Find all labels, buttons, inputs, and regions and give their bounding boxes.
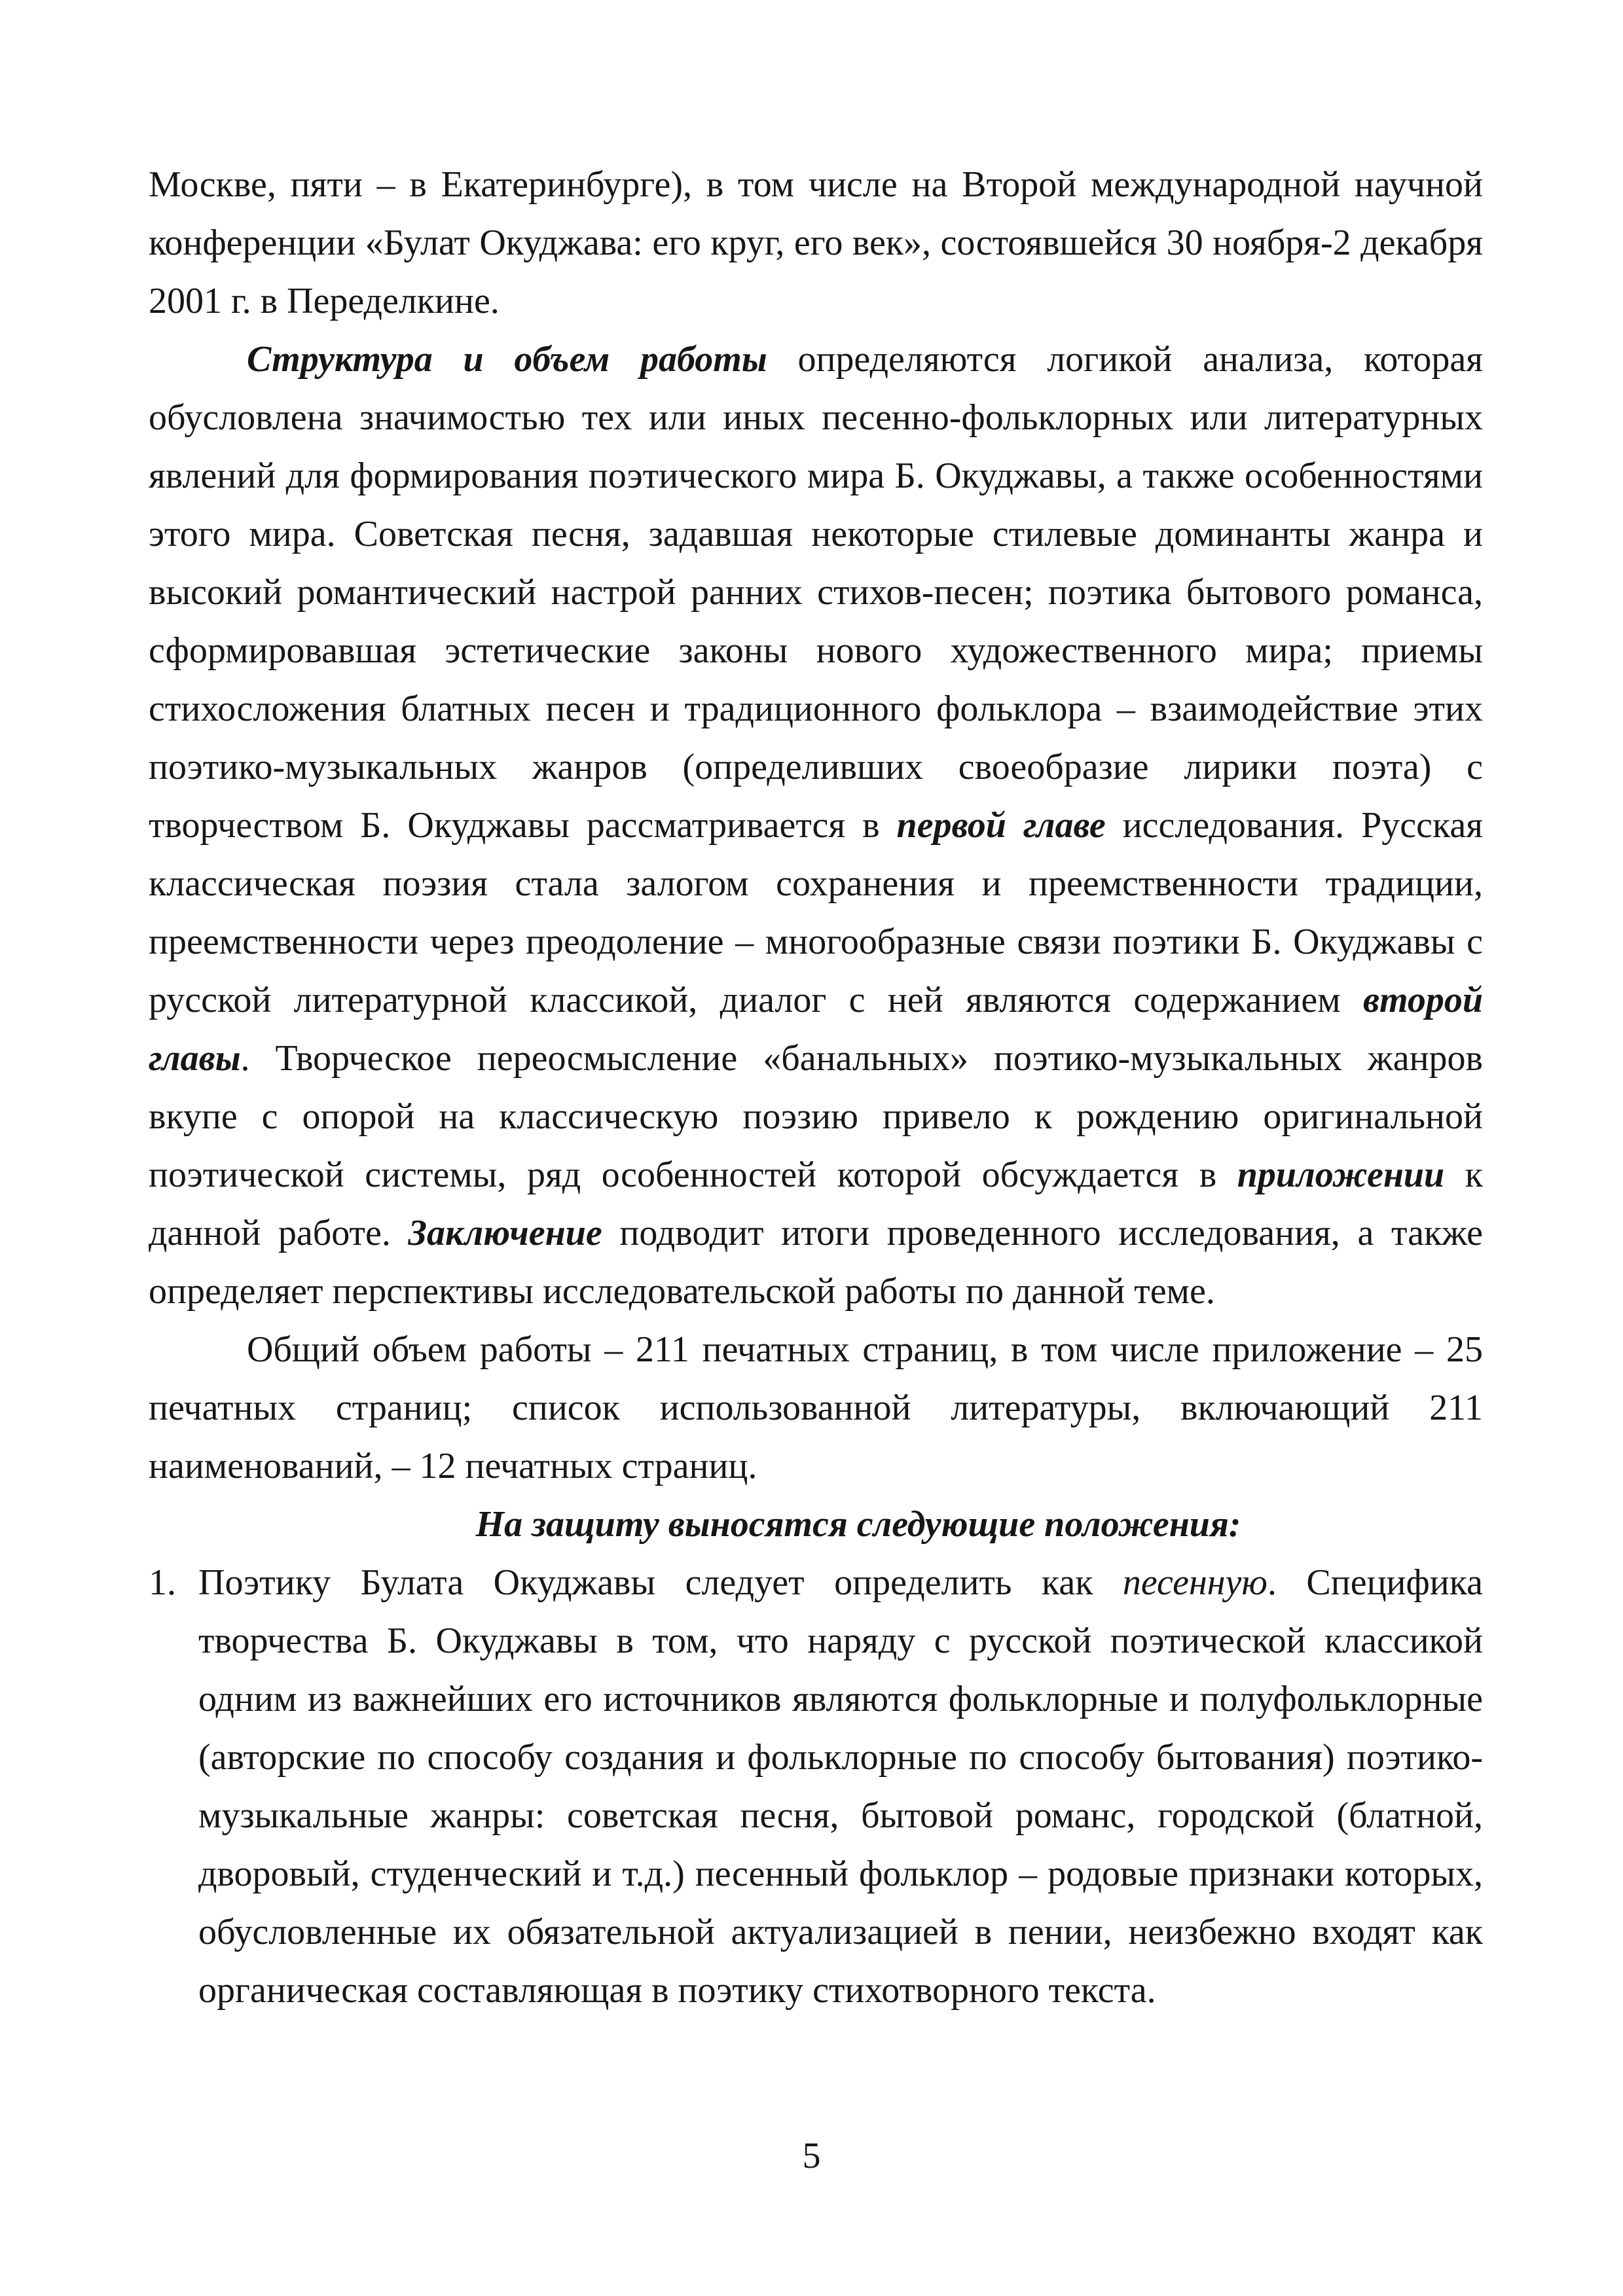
list-item-text: Поэтику Булата Окуджавы следует определить как	[198, 1562, 1123, 1603]
paragraph-text: к данной работе.	[149, 1155, 1483, 1253]
paragraph-text: Москве, пяти – в Екатеринбурге), в том числе на Второй международной научной конференции «Булат Окуджава: его круг, его век», состоявшейся 30 ноября-2 декабря 2001 г. в Переделкине.	[149, 164, 1483, 321]
paragraph-structure	[149, 331, 1483, 1321]
list-item-text: . Специфика творчества Б. Окуджавы в том, что наряду с русской поэтической классикой одним из важнейших его источников являются фольклорные и полуфольклорные (авторские по способу создания и фольклорные по способу бытования) поэтико-музыкальные жанры: советская песня, бытовой романс, городской (блатной, дворовый, студенческий и т.д.) песенный фольклор – родовые признаки которых, обусловленные их обязательной актуализацией в пении, неизбежно входят как органическая составляющая в поэтику стихотворного текста.	[198, 1562, 1483, 2011]
paragraph-text: . Творческое переосмысление «банальных» поэтико-музыкальных жанров вкупе с опорой на классическую поэзию привело к рождению оригинальной поэтической системы, ряд особенностей которой обсуждается в	[149, 1038, 1483, 1195]
emphasis-appendix: приложении	[1237, 1155, 1445, 1195]
emphasis-second-chapter: второй главы	[149, 980, 1483, 1079]
paragraph-text: исследования. Русская классическая поэзия стала залогом сохранения и преемственности традиции, преемственности через преодоление – многообразные связи поэтики Б. Окуджавы с русской литературной классикой, диалог с ней являются содержанием	[149, 805, 1483, 1020]
paragraph-approbation	[149, 156, 1483, 331]
list-item-number: 1.	[149, 1562, 176, 1603]
page-number: 5	[802, 2136, 821, 2176]
italic-term: песенную	[1122, 1562, 1267, 1603]
bold-italic-lead: Структура и объем работы	[247, 339, 767, 380]
paragraph-text: определяются логикой анализа, которая обусловлена значимостью тех или иных песенно-фольклорных или литературных явлений для формирования поэтического мира Б. Окуджавы, а также особенностями этого мира. Советская песня, задавшая некоторые стилевые доминанты жанра и высокий романтический настрой ранних стихов-песен; поэтика бытового романса, сформировавшая эстетические законы нового художественного мира; приемы стихосложения блатных песен и традиционного фольклора – взаимодействие этих поэтико-музыкальных жанров (определивших своеобразие лирики поэта) с творчеством Б. Окуджавы рассматривается в	[149, 339, 1483, 846]
document-page	[149, 156, 1483, 2020]
emphasis-first-chapter: первой главе	[896, 805, 1106, 846]
list-item	[149, 1554, 1483, 2020]
paragraph-text: подводит итоги проведенного исследования, а также определяет перспективы исследовательской работы по данной теме.	[149, 1213, 1483, 1312]
emphasis-conclusion: Заключение	[408, 1213, 602, 1253]
paragraph-volume	[149, 1321, 1483, 1496]
theses-list	[149, 1554, 1483, 2020]
section-heading: На защиту выносятся следующие положения:	[475, 1504, 1241, 1545]
paragraph-text: Общий объем работы – 211 печатных страниц, в том числе приложение – 25 печатных страниц; список использованной литературы, включающий 211 наименований, – 12 печатных страниц.	[149, 1329, 1483, 1486]
